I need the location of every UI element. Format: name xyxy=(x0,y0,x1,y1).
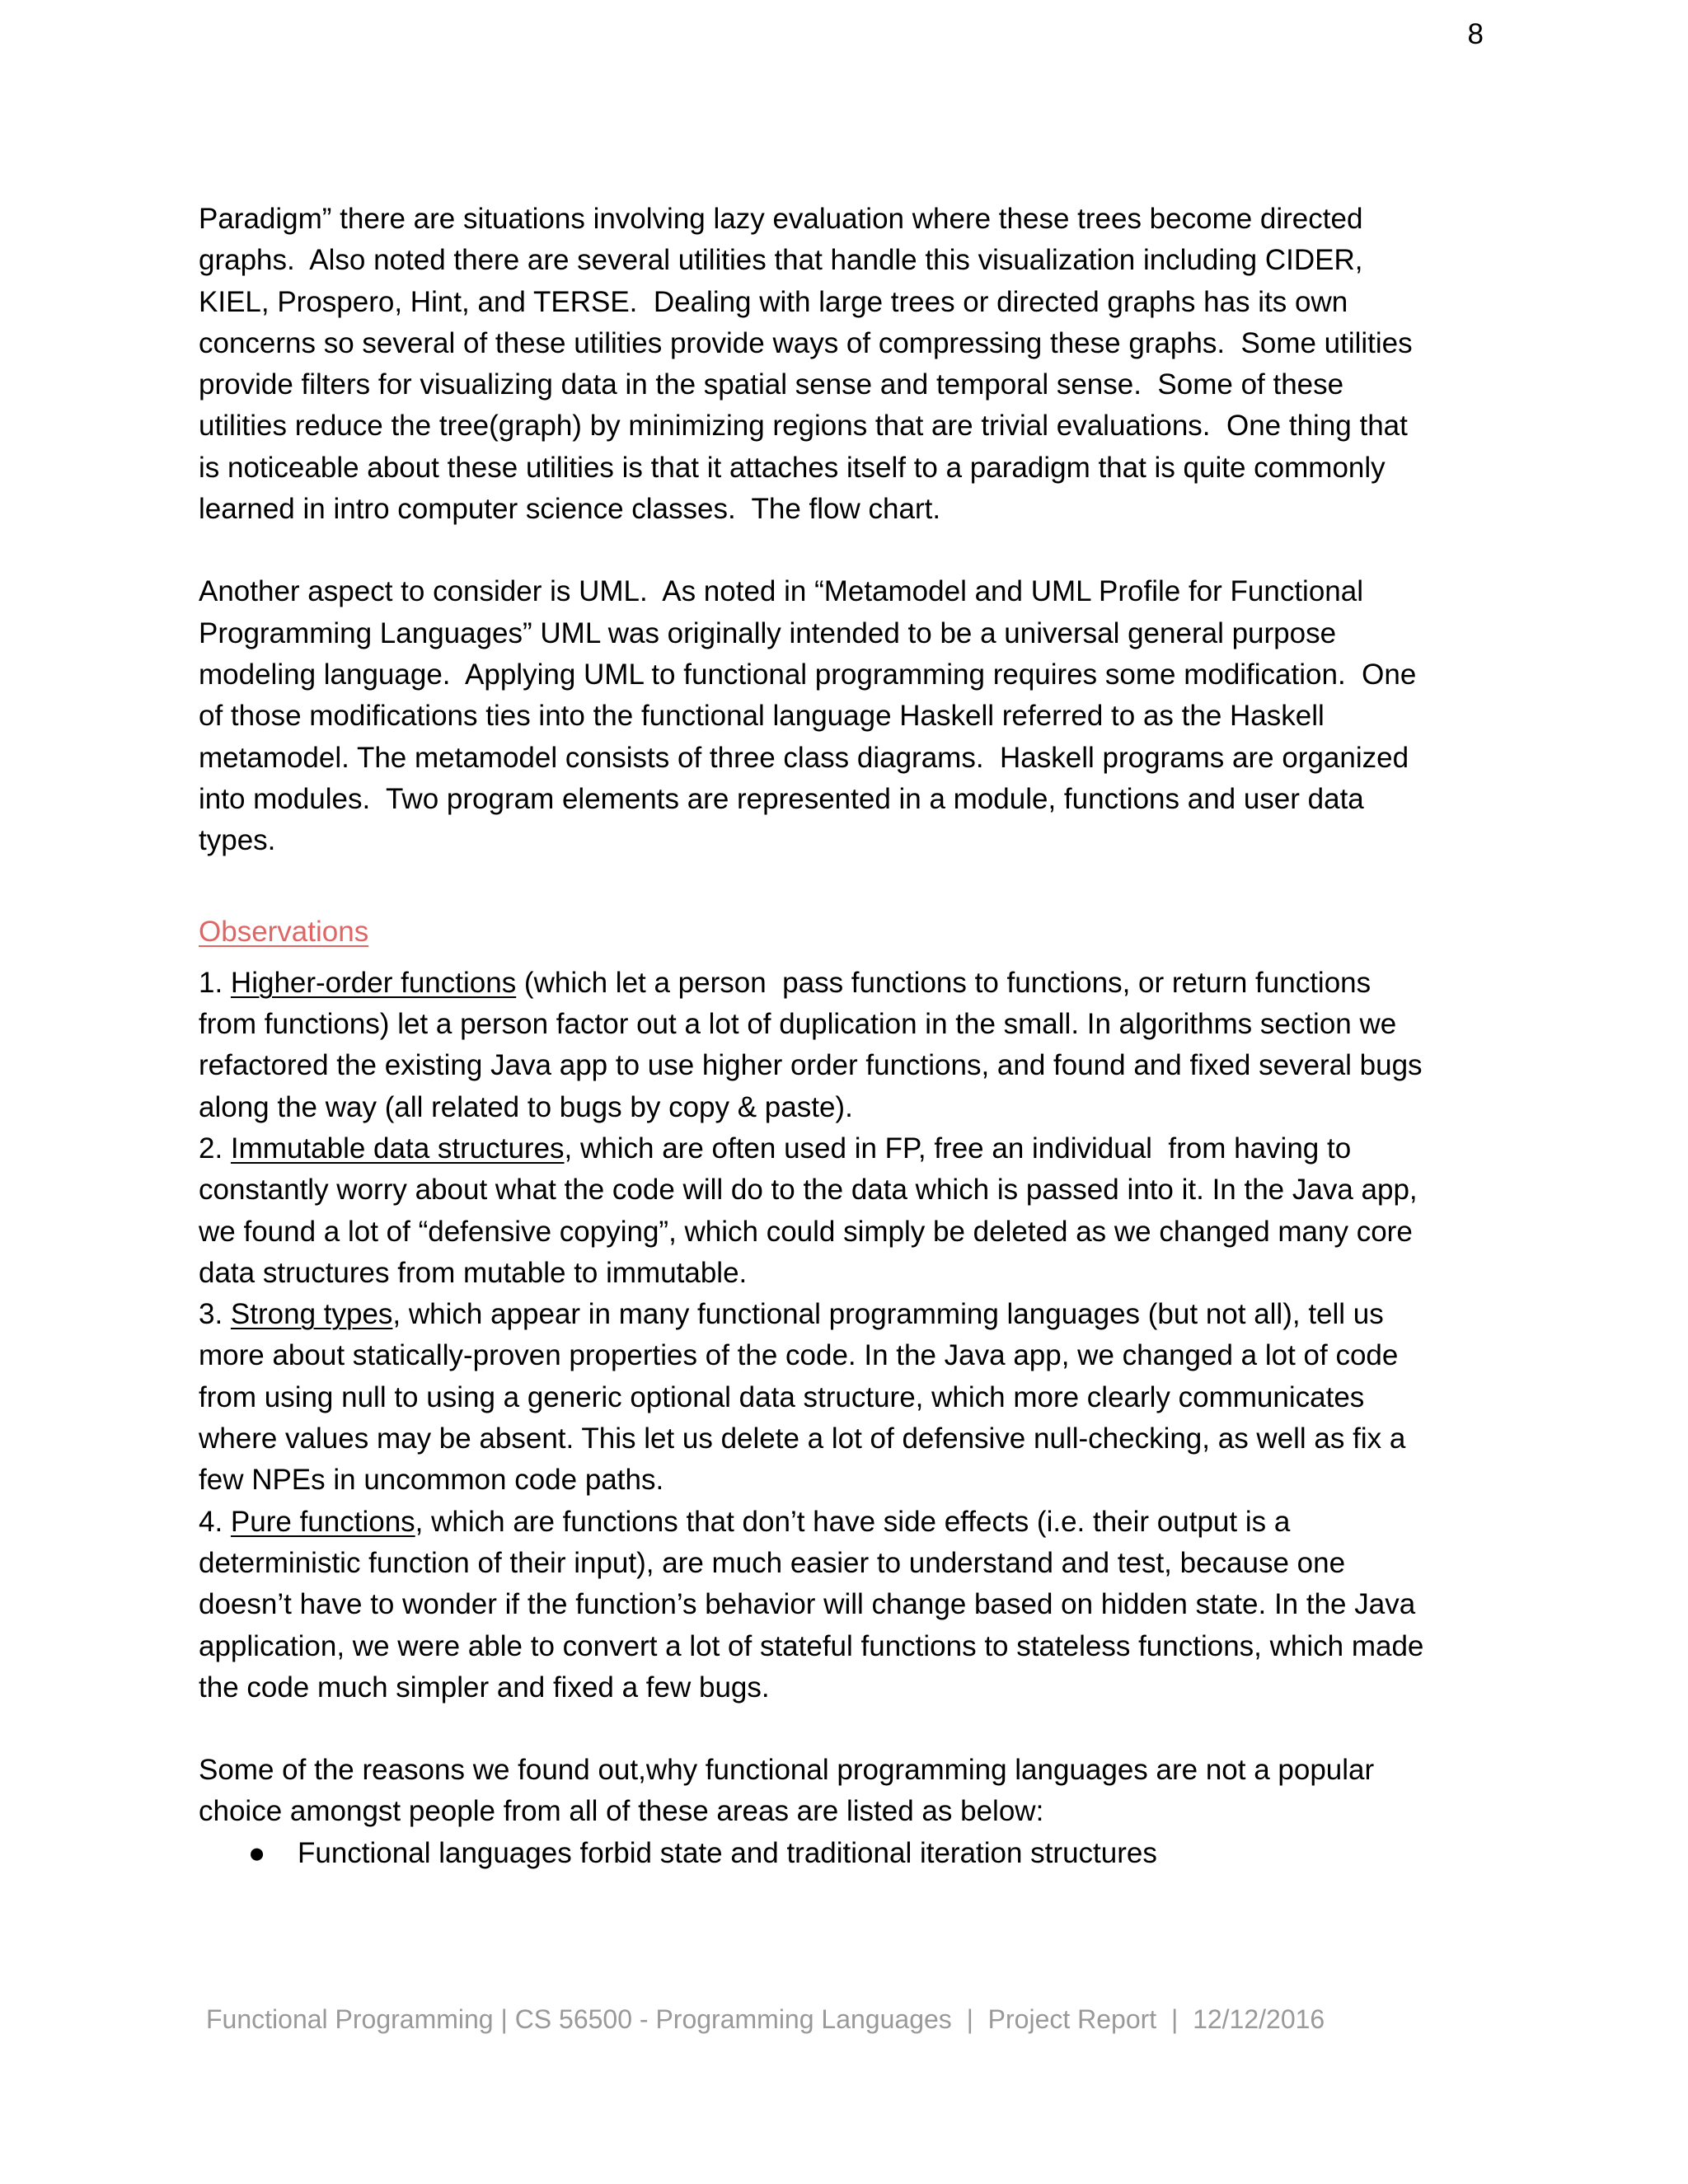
paragraph-line: doesn’t have to wonder if the function’s behavior will change based on hidden state. In the Java xyxy=(199,1588,1416,1621)
paragraph-line: into modules. Two program elements are represented in a module, functions and user data xyxy=(199,782,1364,815)
term-immutable-data-structures: Immutable data structures xyxy=(230,1132,565,1165)
paragraph-line: KIEL, Prospero, Hint, and TERSE. Dealing with large trees or directed graphs has its own xyxy=(199,285,1348,318)
paragraph-line: more about statically-proven properties of the code. In the Java app, we changed a lot of code xyxy=(199,1339,1399,1372)
paragraph-line: is noticeable about these utilities is that it attaches itself to a paradigm that is quite commonly xyxy=(199,451,1386,484)
observation-item-4 xyxy=(199,1502,1501,1543)
paragraph-line: the code much simpler and fixed a few bugs. xyxy=(199,1671,770,1704)
paragraph-line: where values may be absent. This let us delete a lot of defensive null-checking, as well as fix a xyxy=(199,1422,1406,1455)
paragraph-line: data structures from mutable to immutable. xyxy=(199,1256,748,1289)
term-pure-functions: Pure functions xyxy=(230,1505,415,1538)
term-strong-types: Strong types xyxy=(230,1298,393,1331)
paragraph-line: modeling language. Applying UML to functional programming requires some modification. One xyxy=(199,658,1417,691)
observation-item-3 xyxy=(199,1294,1501,1335)
item-number: 3. xyxy=(199,1298,231,1331)
paragraph-line: application, we were able to convert a lot of stateful functions to stateless functions, which made xyxy=(199,1629,1424,1662)
term-higher-order-functions: Higher-order functions xyxy=(230,966,517,999)
observations-list xyxy=(199,963,1501,1708)
paragraph-line: utilities reduce the tree(graph) by minimizing regions that are trivial evaluations. One thing that xyxy=(199,410,1408,443)
paragraph-uml xyxy=(199,571,1501,861)
paragraph-line: few NPEs in uncommon code paths. xyxy=(199,1464,664,1497)
paragraph-line: graphs. Also noted there are several utilities that handle this visualization including CIDER, xyxy=(199,244,1363,277)
item-text: , which are functions that don’t have side effects (i.e. their output is a xyxy=(415,1505,1291,1538)
paragraph-line: concerns so several of these utilities provide ways of compressing these graphs. Some utilities xyxy=(199,326,1413,359)
paragraph-line: from functions) let a person factor out a lot of duplication in the small. In algorithms section we xyxy=(199,1008,1397,1041)
paragraph-line: metamodel. The metamodel consists of three class diagrams. Haskell programs are organized xyxy=(199,741,1409,774)
paragraph-line: types. xyxy=(199,824,276,857)
paragraph-line: learned in intro computer science classes. The flow chart. xyxy=(199,493,941,526)
paragraph-line: Programming Languages” UML was originally intended to be a universal general purpose xyxy=(199,616,1337,649)
item-text: , which appear in many functional programming languages (but not all), tell us xyxy=(392,1298,1384,1331)
page-body xyxy=(199,199,1501,1874)
page-footer: Functional Programming | CS 56500 - Programming Languages | Project Report | 12/12/2016 xyxy=(206,2004,1325,2034)
observations-heading-link[interactable]: Observations xyxy=(199,916,369,949)
paragraph-line: Some of the reasons we found out,why functional programming languages are not a popular xyxy=(199,1754,1375,1787)
item-text: , which are often used in FP, free an individual from having to xyxy=(564,1132,1352,1165)
paragraph-line: refactored the existing Java app to use higher order functions, and found and fixed several bugs xyxy=(199,1049,1423,1082)
item-number: 2. xyxy=(199,1132,231,1165)
page-number: 8 xyxy=(1467,18,1484,50)
bullet-dot-icon: ● xyxy=(248,1836,266,1869)
item-number: 4. xyxy=(199,1505,231,1538)
item-text: (which let a person pass functions to functions, or return functions xyxy=(516,966,1372,999)
paragraph-line: from using null to using a generic optional data structure, which more clearly communicates xyxy=(199,1380,1365,1413)
bullet-item xyxy=(199,1833,1501,1874)
observation-item-2 xyxy=(199,1128,1501,1169)
paragraph-line: Paradigm” there are situations involving lazy evaluation where these trees become directed xyxy=(199,203,1363,235)
paragraph-line: deterministic function of their input), are much easier to understand and test, because one xyxy=(199,1546,1346,1579)
paragraph-paradigm xyxy=(199,199,1501,530)
observation-item-1 xyxy=(199,963,1501,1004)
paragraph-line: along the way (all related to bugs by copy & paste). xyxy=(199,1090,853,1123)
paragraph-line: choice amongst people from all of these areas are listed as below: xyxy=(199,1795,1044,1828)
bullet-text: Functional languages forbid state and traditional iteration structures xyxy=(298,1836,1157,1869)
paragraph-line: we found a lot of “defensive copying”, which could simply be deleted as we changed many core xyxy=(199,1215,1413,1248)
paragraph-line: of those modifications ties into the functional language Haskell referred to as the Haskell xyxy=(199,700,1325,733)
paragraph-line: Another aspect to consider is UML. As noted in “Metamodel and UML Profile for Functional xyxy=(199,575,1364,608)
paragraph-reasons xyxy=(199,1750,1501,1874)
paragraph-line: provide filters for visualizing data in the spatial sense and temporal sense. Some of these xyxy=(199,368,1344,401)
paragraph-line: constantly worry about what the code will do to the data which is passed into it. In the Java app, xyxy=(199,1174,1418,1207)
item-number: 1. xyxy=(199,966,231,999)
